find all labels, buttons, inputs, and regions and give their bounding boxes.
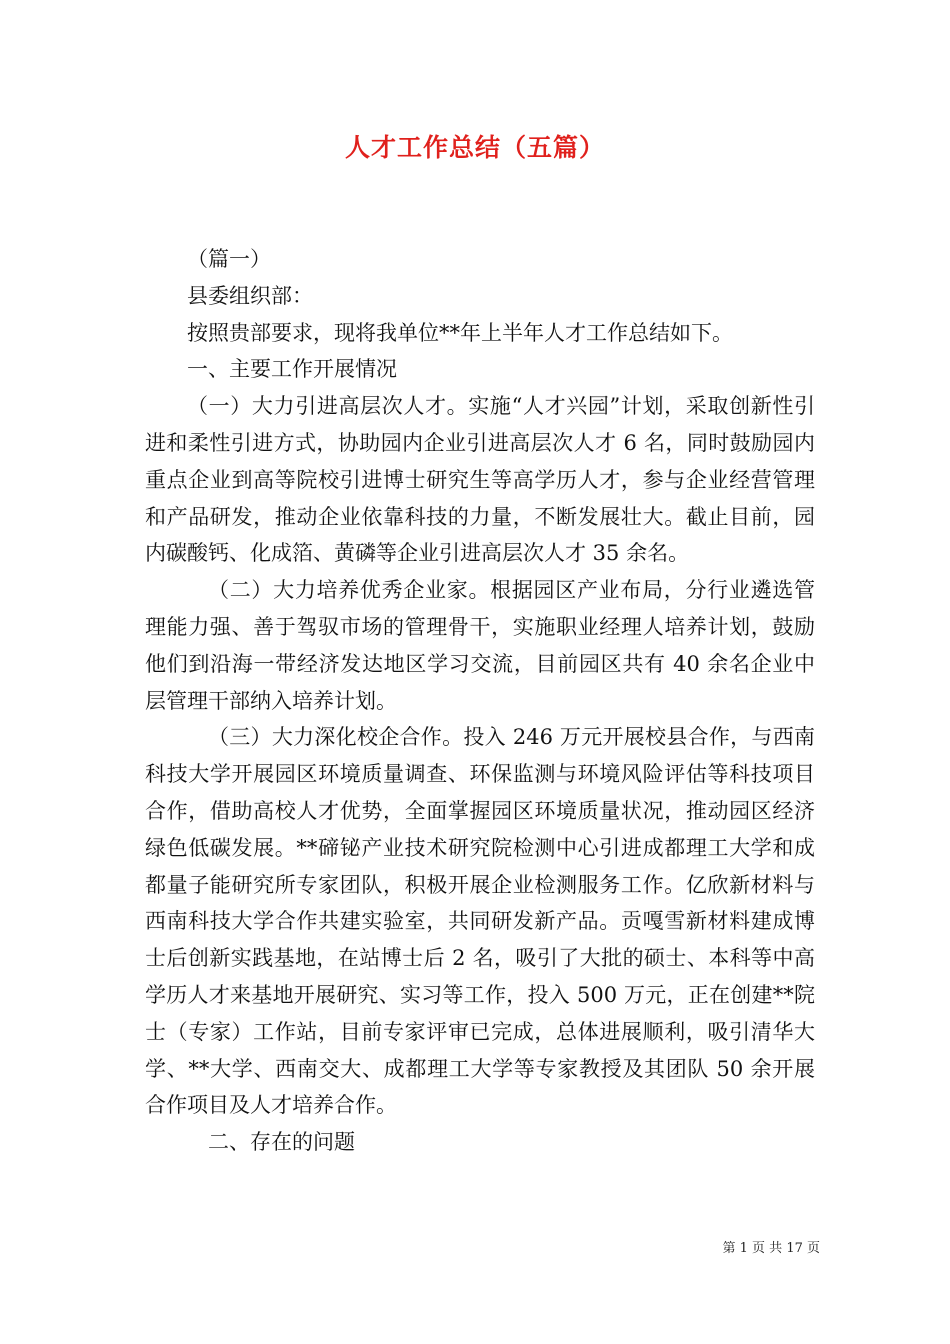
paragraph-item-3: （三）大力深化校企合作。投入 246 万元开展校县合作，与西南科技大学开展园区环境质量调查、环保监测与环境风险评估等科技项目合作，借助高校人才优势，全面掌握园区环境质量状况，推动园区经济绿色低碳发展。**碲铋产业技术研究院检测中心引进成都理工大学和成都量子能研究所专家团队，积极开展企业检测服务工作。亿欣新材料与西南科技大学合作共建实验室，共同研发新产品。贡嘎雪新材料建成博士后创新实践基地，在站博士后 2 名，吸引了大批的硕士、本科等中高学历人才来基地开展研究、实习等工作，投入 500 万元，正在创建**院士（专家）工作站，目前专家评审已完成，总体进展顺利，吸引清华大学、**大学、西南交大、成都理工大学等专家教授及其团队 50 余开展合作项目及人才培养合作。 xyxy=(145,725,815,1118)
paragraph-item-1: （一）大力引进高层次人才。实施“人才兴园”计划，采取创新性引进和柔性引进方式，协助园内企业引进高层次人才 6 名，同时鼓励园内重点企业到高等院校引进博士研究生等高学历人才，参与企业经营管理和产品研发，推动企业依靠科技的力量，不断发展壮大。截止目前，园内碳酸钙、化成箔、黄磷等企业引进高层次人才 35 余名。 xyxy=(145,394,815,566)
paragraph-item-2: （二）大力培养优秀企业家。根据园区产业布局，分行业遴选管理能力强、善于驾驭市场的管理骨干，实施职业经理人培养计划，鼓励他们到沿海一带经济发达地区学习交流，目前园区共有 40 余名企业中层管理干部纳入培养计划。 xyxy=(145,578,815,713)
page-number: 第 1 页 共 17 页 xyxy=(722,1241,820,1256)
document-body xyxy=(145,241,815,1161)
document-title: 人才工作总结（五篇） xyxy=(344,133,605,162)
intro-paragraph: 按照贵部要求，现将我单位**年上半年人才工作总结如下。 xyxy=(187,320,733,345)
section-label: （篇一） xyxy=(187,247,271,271)
recipient-line: 县委组织部： xyxy=(187,283,313,308)
heading-main-work: 一、主要工作开展情况 xyxy=(187,357,397,382)
heading-problems: 二、存在的问题 xyxy=(208,1130,355,1155)
